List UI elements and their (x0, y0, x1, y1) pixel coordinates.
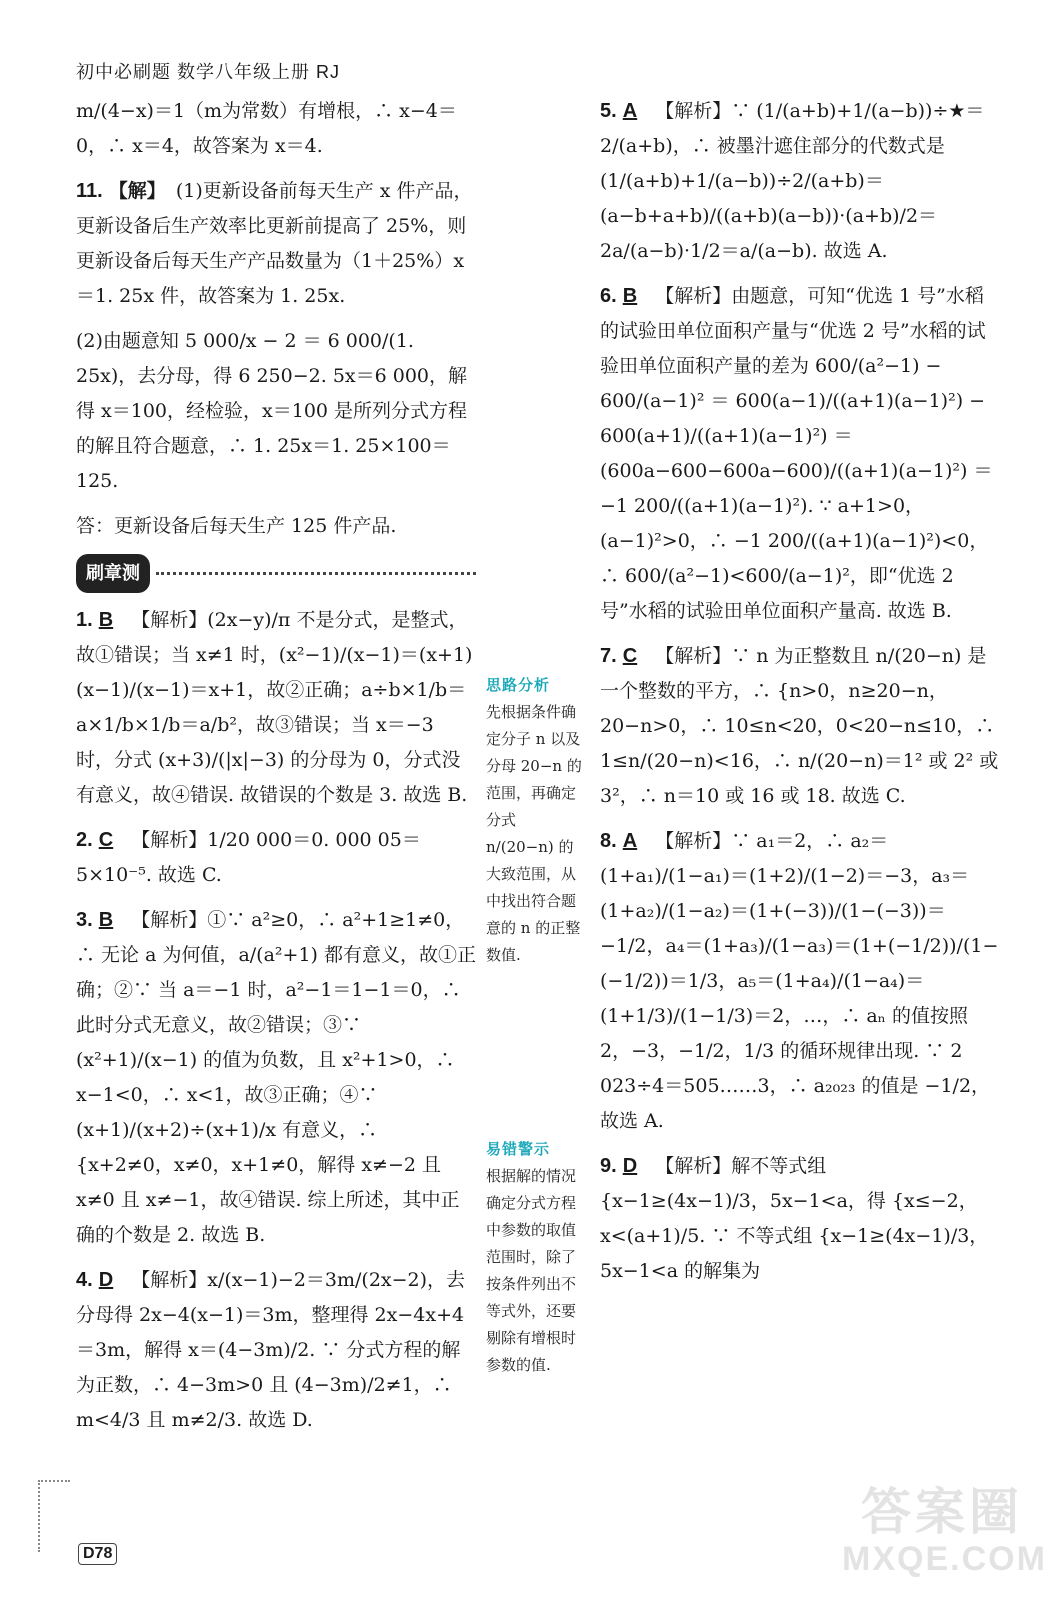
question-11 (76, 174, 476, 314)
question-1 (76, 603, 476, 813)
question-text: 【解析】∵ a₁＝2，∴ a₂＝(1+a₁)/(1−a₁)＝(1+2)/(1−2)＝−3，a₃＝(1+a₂)/(1−a₂)＝(1+(−3))/(1−(−3))＝−1/2，a₄＝(1+a₃)/(1−a₃)＝(1+(−1/2))/(1−(−1/2))＝1/3，a₅＝(1+a₄)/(1−a₄)＝(1+1/3)/(1−1/3)＝2，…，∴ aₙ 的值按照 2，−3，−1/2，1/3 的循环规律出现. ∵ 2 023÷4＝505……3，∴ a₂₀₂₃ 的值是 −1/2，故选 A. (600, 830, 999, 1132)
question-text: 【解析】(2x−y)/π 不是分式，是整式，故①错误；当 x≠1 时，(x²−1)/(x−1)＝(x+1)(x−1)/(x−1)＝x+1，故②正确；a÷b×1/b＝a×1/b×1/b＝a/b²，故③错误；当 x＝−3 时，分式 (x+3)/(|x|−3) 的分母为 0，分式没有意义，故④错误. 故错误的个数是 3. 故选 B. (76, 609, 473, 806)
answer-choice: C (622, 645, 638, 667)
question-number: 4. (76, 1269, 93, 1291)
answer-choice: C (98, 829, 114, 851)
question-number: 11. (76, 180, 103, 202)
section-heading (76, 554, 476, 593)
question-2 (76, 823, 476, 893)
question-number: 5. (600, 100, 617, 122)
q11-answer: 答：更新设备后每天生产 125 件产品. (76, 515, 397, 537)
question-text: 【解析】x/(x−1)−2＝3m/(2x−2)，去分母得 2x−4(x−1)＝3m，整理得 2x−4x+4＝3m，解得 x＝(4−3m)/2. ∵ 分式方程的解为正数，∴ 4−3m>0 且 (4−3m)/2≠1，∴ m<4/3 且 m≠2/3. 故选 D. (76, 1269, 466, 1431)
question-number: 2. (76, 829, 93, 851)
question-text: 【解析】∵ n 为正整数且 n/(20−n) 是一个整数的平方，∴ {n>0，n≥20−n，20−n>0，∴ 10≤n<20，0<20−n≤10，∴ 1≤n/(20−n)<16，∴ n/(20−n)＝1² 或 2² 或 3²，∴ n＝10 或 16 或 18. 故选 C. (600, 645, 999, 807)
question-text: 【解析】①∵ a²≥0，∴ a²+1≥1≠0，∴ 无论 a 为何值，a/(a²+1) 都有意义，故①正确；②∵ 当 a＝−1 时，a²−1＝1−1＝0，∴ 此时分式无意义，故②错误；③∵ (x²+1)/(x−1) 的值为负数，且 x²+1>0，∴ x−1<0，∴ x<1，故③正确；④∵ (x+1)/(x+2)÷(x+1)/x 有意义，∴ {x+2≠0，x≠0，x+1≠0，解得 x≠−2 且 x≠0 且 x≠−1，故④错误. 综上所述，其中正确的个数是 2. 故选 B. (76, 909, 476, 1246)
question-6 (600, 279, 1000, 629)
q11-part-2: (2)由题意知 5 000/x − 2 ＝ 6 000/(1. 25x)，去分母，得 6 250−2. 5x＝6 000，解得 x＝100，经检验，x＝100 是所列分式方程的解且符合题意，∴ 1. 25x＝1. 25×100＝125. (76, 330, 468, 492)
question-number: 1. (76, 609, 93, 631)
question-text: 【解析】由题意，可知“优选 1 号”水稻的试验田单位面积产量与“优选 2 号”水稻的试验田单位面积产量的差为 600/(a²−1) − 600/(a−1)² ＝ 600(a−1)/((a+1)(a−1)²) − 600(a+1)/((a+1)(a−1)²) ＝ (600a−600−600a−600)/((a+1)(a−1)²) ＝ −1 200/((a+1)(a−1)²). ∵ a+1>0，(a−1)²>0，∴ −1 200/((a+1)(a−1)²)<0，∴ 600/(a²−1)<600/(a−1)²，即“优选 2 号”水稻的试验田单位面积产量高. 故选 B. (600, 285, 993, 622)
watermark-logo (842, 1484, 1047, 1578)
watermark-url: MXQE.COM (842, 1540, 1047, 1578)
answer-choice: B (98, 909, 114, 931)
question-number: 9. (600, 1155, 617, 1177)
solution-tag: 【解】 (108, 181, 166, 202)
side-note-text: 根据解的情况确定分式方程中参数的取值范围时，除了按条件列出不等式外，还要剔除有增根时参数的值. (486, 1167, 577, 1374)
side-note-text: 先根据条件确定分子 n 以及分母 20−n 的范围，再确定分式 n/(20−n) 的大致范围，从中找出符合题意的 n 的正整数值. (486, 703, 582, 964)
side-note-thinking (486, 672, 586, 969)
question-number: 6. (600, 285, 617, 307)
section-title: 刷章测 (76, 554, 150, 593)
question-5 (600, 94, 1000, 269)
question-number: 3. (76, 909, 93, 931)
side-note-warning (486, 1136, 586, 1379)
corner-mark (38, 1480, 70, 1552)
watermark-text: 答案圈 (861, 1484, 1023, 1540)
question-4 (76, 1263, 476, 1438)
answer-choice: A (622, 830, 638, 852)
answer-choice: B (622, 285, 638, 307)
question-text: 【解析】1/20 000＝0. 000 05＝5×10⁻⁵. 故选 C. (76, 829, 421, 886)
q11-part-1: (1)更新设备前每天生产 x 件产品，更新设备后生产效率比更新前提高了 25%，则更新设备后每天生产产品数量为（1＋25%）x＝1. 25x 件，故答案为 1. 25x. (76, 180, 473, 307)
side-note-title: 思路分析 (486, 676, 551, 694)
answer-choice: D (622, 1155, 638, 1177)
question-8 (600, 824, 1000, 1139)
right-column (600, 94, 1000, 1299)
question-number: 8. (600, 830, 617, 852)
answer-choice: D (98, 1269, 114, 1291)
question-3 (76, 903, 476, 1253)
question-9 (600, 1149, 1000, 1289)
page-header: 初中必刷题 数学八年级上册 RJ (76, 62, 340, 82)
page-number: D78 (78, 1543, 117, 1565)
answer-choice: A (622, 100, 638, 122)
continued-answer: m/(4−x)＝1（m为常数）有增根，∴ x−4＝0，∴ x＝4，故答案为 x＝4. (76, 100, 457, 157)
question-text: 【解析】解不等式组 {x−1≥(4x−1)/3，5x−1<a，得 {x≤−2，x<(a+1)/5. ∵ 不等式组 {x−1≥(4x−1)/3，5x−1<a 的解集为 (600, 1155, 989, 1282)
question-text: 【解析】∵ (1/(a+b)+1/(a−b))÷★＝2/(a+b)，∴ 被墨汁遮住部分的代数式是 (1/(a+b)+1/(a−b))÷2/(a+b)＝(a−b+a+b)/((a+b)(a−b))·(a+b)/2＝2a/(a−b)·1/2＝a/(a−b). 故选 A. (600, 100, 985, 262)
dotted-divider (156, 572, 476, 575)
question-7 (600, 639, 1000, 814)
question-number: 7. (600, 645, 617, 667)
answer-choice: B (98, 609, 114, 631)
side-note-title: 易错警示 (486, 1140, 551, 1158)
left-column (76, 94, 476, 1448)
